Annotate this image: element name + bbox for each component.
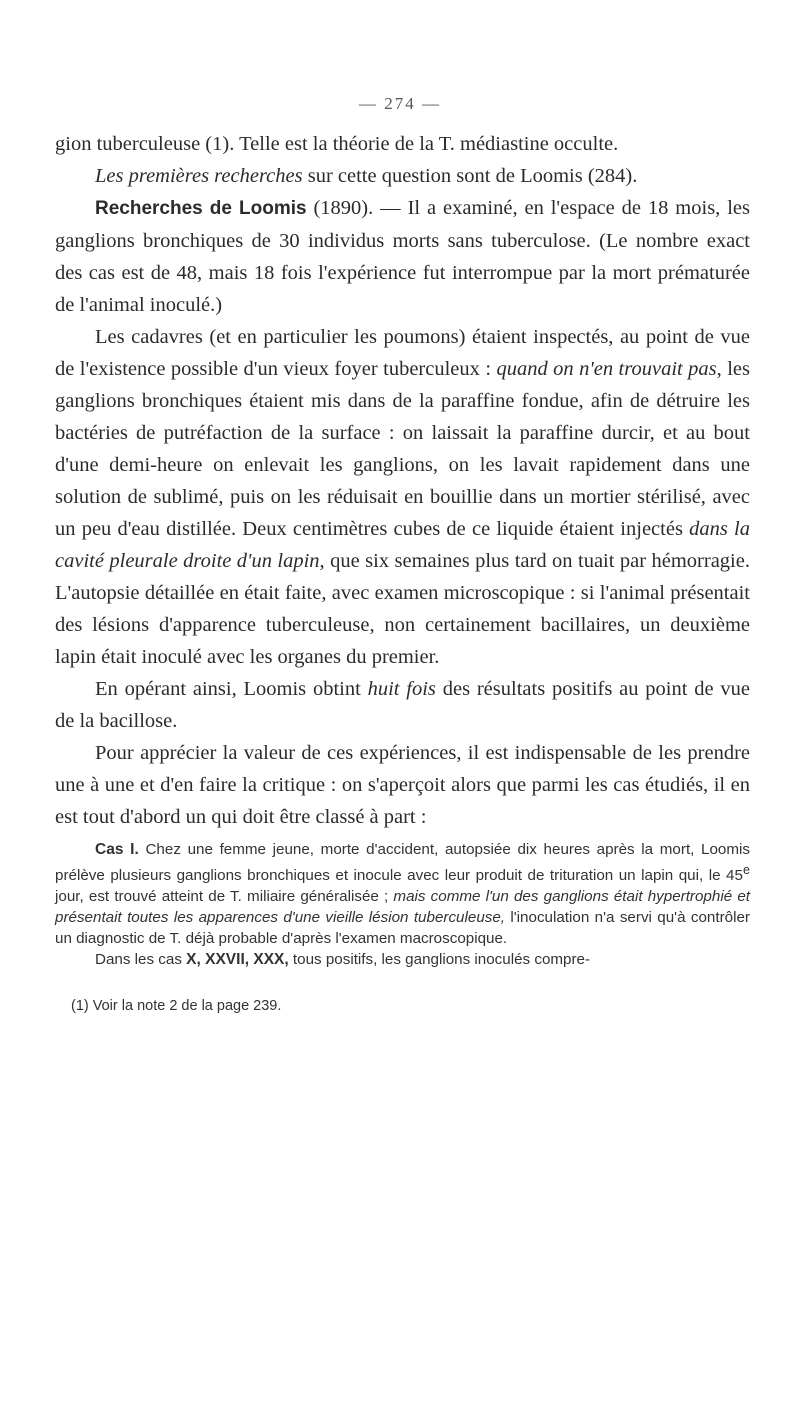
case-list [55, 839, 750, 970]
case-1 [55, 839, 750, 949]
text-run: Chez une femme jeune, morte d'accident, autopsiée dix heures après la mort, Loomis prélève plusieurs ganglions bronchiques et inocule avec leur produit de trituration un lapin qui, le 45 [55, 841, 750, 885]
italic-phrase: mais comme l'un des ganglions était hypertrophié et présentait toutes les apparences d'une vieille lésion tuberculeuse, [55, 888, 750, 927]
text-run: l'inoculation n'a servi qu'à contrôler un diagnostic de T. déjà probable d'après l'examen macroscopique. [55, 909, 750, 948]
text-run: jour, est trouvé atteint de T. miliaire généralisée ; [55, 888, 394, 906]
paragraph-first-research [55, 160, 750, 192]
text-run: des résultats positifs au point de vue de la bacillose. [55, 678, 751, 732]
superscript: e [742, 863, 750, 877]
case-x-xxvii-xxx [55, 949, 750, 970]
page-body [55, 128, 750, 1016]
text-run: (1890). — Il a examiné, en l'espace de 18 mois, les ganglions bronchiques de 30 individus morts sans tuberculose. (Le nombre exact des cas est de 48, mais 18 fois l'expérience fut interrompue par la mort prématurée de l'animal inoculé.) [55, 197, 750, 316]
paragraph-results [55, 673, 750, 737]
case-label: Cas I. [95, 841, 139, 858]
footnote: (1) Voir la note 2 de la page 239. [71, 998, 282, 1015]
italic-phrase: huit fois [367, 678, 436, 700]
text-run: En opérant ainsi, Loomis obtint [95, 678, 368, 700]
text-run: Dans les cas [95, 951, 187, 969]
text-run: Les cadavres (et en particulier les poumons) étaient inspectés, au point de vue de l'existence possible d'un vieux foyer tuberculeux : [55, 326, 750, 380]
italic-phrase: Les premières recherches [95, 165, 303, 187]
text-run: tous positifs, les ganglions inoculés compre- [288, 951, 591, 969]
page-number: — 274 — [359, 94, 441, 113]
italic-phrase: quand on n'en trouvait pas [496, 358, 717, 380]
text-run: sur cette question sont de Loomis (284). [302, 165, 638, 187]
paragraph-critique: Pour apprécier la valeur de ces expériences, il est indispensable de les prendre une à une et d'en faire la critique : on s'aperçoit alors que parmi les cas étudiés, il en est tout d'abord un qui doit être classé à part : [55, 742, 750, 828]
text-run: , que six semaines plus tard on tuait par hémorragie. L'autopsie détaillée en était faite, avec examen microscopique : si l'animal présentait des lésions d'apparence tuberculeuse, non certainement bacillaires, un deuxième lapin était inoculé avec les organes du premier. [55, 550, 750, 668]
paragraph-method [55, 321, 750, 673]
italic-phrase: dans la cavité pleurale droite d'un lapin [55, 518, 750, 572]
section-heading: Recherches de Loomis [95, 198, 307, 219]
case-label: X, XXVII, XXX, [186, 951, 289, 969]
text-run: , les ganglions bronchiques étaient mis dans de la paraffine fondue, afin de détruire les bactéries de putréfaction de la surface : on laissait la paraffine durcir, et au bout d'une demi-heure on enlevait les ganglions, on les lavait rapidement dans une solution de sublimé, puis on les réduisait en bouillie dans un mortier stérilisé, avec un peu d'eau distillée. Deux centimètres cubes de ce liquide étaient injectés [55, 358, 750, 540]
paragraph-loomis [55, 192, 750, 321]
paragraph-intro: gion tuberculeuse (1). Telle est la théorie de la T. médiastine occulte. [55, 133, 619, 155]
